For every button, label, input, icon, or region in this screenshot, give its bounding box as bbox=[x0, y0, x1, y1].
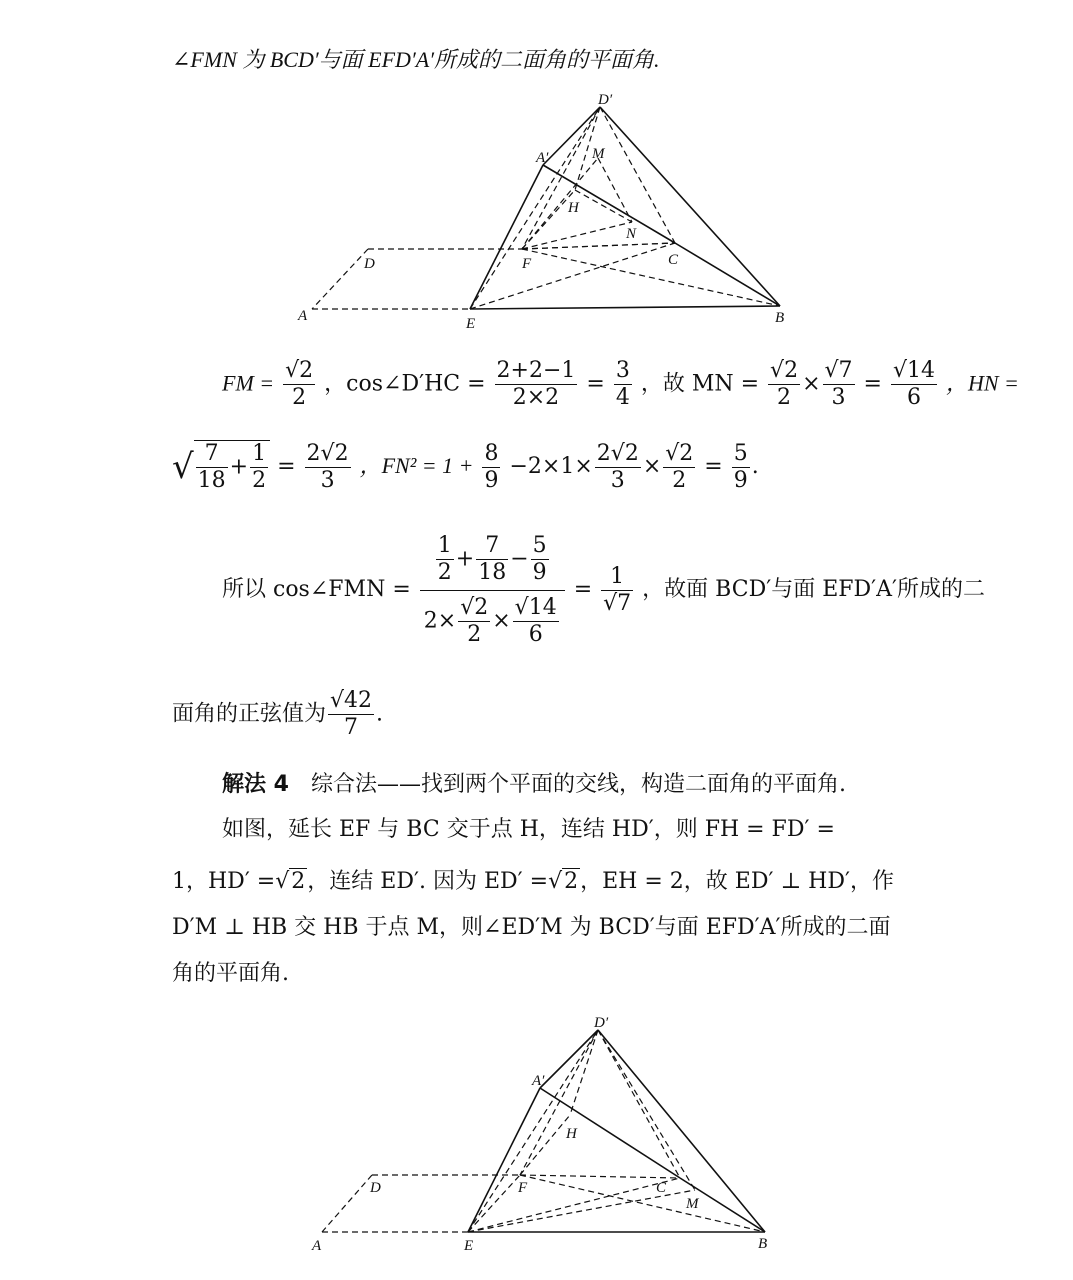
formula-line-4: 面角的正弦值为 $\frac{√42}{7}$ . bbox=[172, 688, 384, 740]
fig1-label-D1: D′ bbox=[598, 92, 613, 108]
fig2-label-M: M bbox=[686, 1196, 699, 1212]
para-line-1: 如图，延长 EF 与 BC 交于点 H，连结 HD′，则 FH = FD′ = bbox=[222, 817, 835, 842]
fig1-label-E: E bbox=[466, 316, 476, 332]
fig1-label-M: M bbox=[592, 146, 605, 162]
fig2-label-D: D bbox=[370, 1180, 381, 1196]
fig1-label-B: B bbox=[775, 310, 785, 326]
fig2-label-D1: D′ bbox=[594, 1015, 609, 1031]
para-line-2: 1，HD′ =√2，连结 ED′. 因为 ED′ =√2，EH = 2，故 ED′ ⊥ HD′，作 bbox=[172, 869, 894, 894]
formula-line-2: √ $\frac{7}{18}$ + $\frac{1}{2}$ = $\frac{2√2}{3}$ ，FN² = 1 + $\frac{8}{9}$ −2×1× $\frac{2√2}{3}$ × $\frac{√2}{2}$ = $\frac{5}{9}$ . bbox=[172, 440, 759, 493]
frac-cos: $\frac{2+2-1}{2\times 2}$ bbox=[496, 358, 576, 410]
fig2-label-C: C bbox=[656, 1180, 667, 1196]
frac-fm: $\frac{√2}{2}$ bbox=[285, 358, 314, 410]
fig1-label-D: D bbox=[364, 256, 375, 272]
fig2-label-F: F bbox=[518, 1180, 528, 1196]
fig2-label-A1: A′ bbox=[532, 1073, 545, 1089]
intro-line: ∠FMN 为 BCD′与面 EFD′A′所成的二面角的平面角. bbox=[172, 47, 660, 72]
para-line-4: 角的平面角. bbox=[172, 961, 289, 986]
formula-line-1: FM = $\frac{√2}{2}$ ，cos∠D′HC = $\frac{2+2-1}{2\times 2}$ = $\frac{3}{4}$ ，故 MN = $\frac{√2}{2}$ × $\frac{√7}{3}$ = $\frac{√14}{6}$ ，HN = bbox=[222, 358, 1019, 410]
frac-mn-a: $\frac{√2}{2}$ bbox=[770, 358, 799, 410]
formula-line-3: 所以 cos∠FMN = $\frac{1}{2}$ + $\frac{7}{18}$ − $\frac{5}{9}$ 2× $\frac{√2}{2}$ × $\frac{√14}{6}$ = $\frac{1}{√7}$ ，故面 BCD′与面 EFD′A′所成的二 bbox=[222, 525, 985, 655]
fig2-label-A: A bbox=[312, 1238, 322, 1254]
fig2-label-B: B bbox=[758, 1236, 768, 1252]
fig1-label-H: H bbox=[568, 200, 579, 216]
fig1-label-C: C bbox=[668, 252, 679, 268]
figure-1 bbox=[290, 90, 810, 335]
fig1-label-A1: A′ bbox=[536, 150, 549, 166]
fig2-label-E: E bbox=[464, 1238, 474, 1254]
frac-mn-val: $\frac{√14}{6}$ bbox=[892, 358, 935, 410]
figure-2 bbox=[305, 1010, 785, 1260]
fig1-label-N: N bbox=[626, 226, 637, 242]
fig1-label-F: F bbox=[522, 256, 532, 272]
frac-mn-b: $\frac{√7}{3}$ bbox=[824, 358, 853, 410]
method-4-heading: 解法 4 综合法——找到两个平面的交线，构造二面角的平面角. bbox=[222, 772, 846, 797]
frac-cos-fmn: $\frac{1}{2}$ + $\frac{7}{18}$ − $\frac{5}{9}$ 2× $\frac{√2}{2}$ × $\frac{√14}{6}$ bbox=[420, 529, 565, 652]
frac-cos-val: $\frac{3}{4}$ bbox=[615, 358, 630, 410]
fig1-label-A: A bbox=[298, 308, 308, 324]
fig2-label-H: H bbox=[566, 1126, 577, 1142]
para-line-3: D′M ⊥ HB 交 HB 于点 M，则∠ED′M 为 BCD′与面 EFD′A′所成的二面 bbox=[172, 915, 891, 940]
frac-hn-val: $\frac{2√2}{3}$ bbox=[306, 440, 349, 493]
